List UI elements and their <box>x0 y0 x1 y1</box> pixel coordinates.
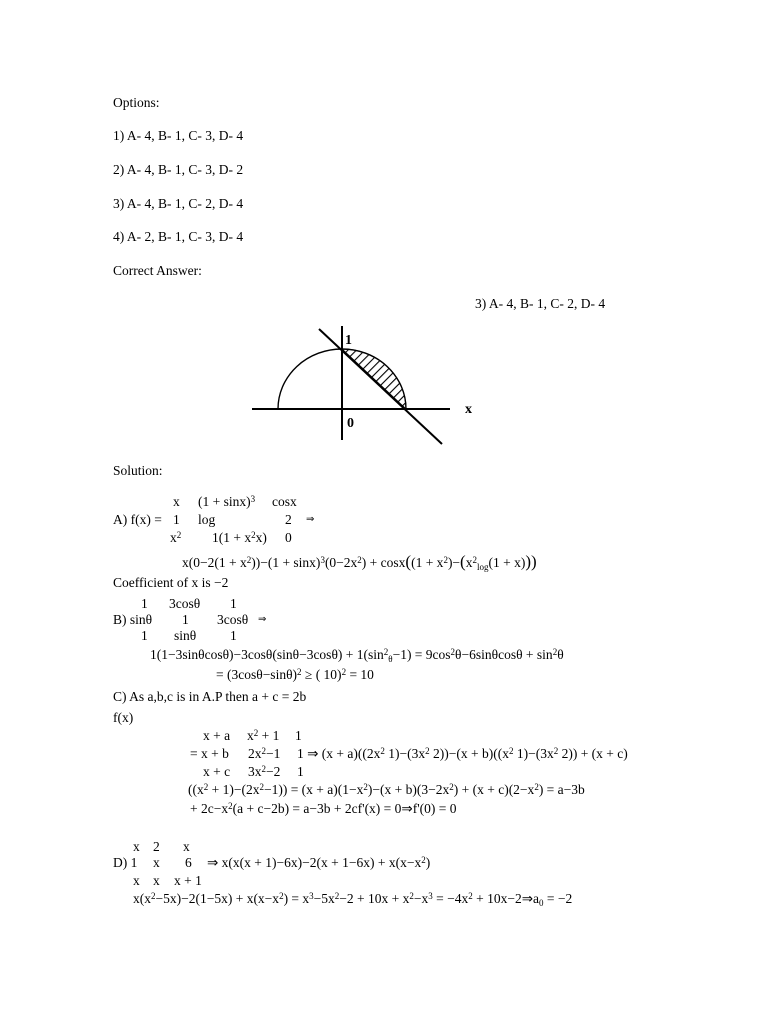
a-row1-mid: $(1 + \sin x)^3$ <box>198 494 256 509</box>
a-row1-x: x <box>173 494 180 509</box>
option-3: 3) A- 4, B- 1, C- 2, D- 4 <box>113 196 244 211</box>
a-row2-c2: log <box>198 512 216 527</box>
b-row2-c1: 1 <box>182 612 189 627</box>
a-expansion: $x(0-2(1 + x^2))-(1 + \sin x)^3(0-2x^2) + \cos x((1 + x^2)-(x^2_{log}(1 + x)))$ <box>182 552 537 572</box>
correct-answer: 3) A- 4, B- 1, C- 2, D- 4 <box>475 296 606 311</box>
c-row1-b: $x^2 + 1$ <box>247 728 280 743</box>
option-2: 2) A- 4, B- 1, C- 3, D- 2 <box>113 162 244 177</box>
b-row2-mark: ⇒ <box>258 614 267 625</box>
c-row1-c: 1 <box>295 728 302 743</box>
d-row2-expansion: ⇒ $x(x(x + 1)-6x)-2(x + 1-6x) + x(x-x^2)$ <box>207 855 431 870</box>
d-row1-c1: x <box>133 839 140 854</box>
option-1: 1) A- 4, B- 1, C- 3, D- 4 <box>113 128 244 143</box>
label-one: 1 <box>345 333 352 348</box>
a-label: A) f(x) = <box>113 512 162 527</box>
d-row1-c2: 2 <box>153 839 160 854</box>
c-row2-rest: 1 ⇒ $(x + a)((2x^2$ $1)-(3x^2$ $2))-(x + b)((x^2$ $1)-(3x^2$ 2)) + (x + c) <box>297 746 628 761</box>
b-line1: $1(1-3\sin\theta\cos\theta)-3\cos\theta(\sin\theta-3\cos\theta) + 1(\sin^2_\theta-1) = 9\cos^2\theta-6\sin\theta\cos\theta + \sin^2\theta$ <box>150 647 564 664</box>
a-row2-c3: 2 <box>285 512 292 527</box>
d-row3-c1: x <box>133 873 140 888</box>
b-row3-c2: sinθ <box>174 628 197 643</box>
b-row1-c1: 1 <box>141 596 148 611</box>
d-row2-c: 6 <box>185 855 192 870</box>
a-row3-c2: $1(1 + x^2x)$ <box>212 530 267 545</box>
b-row1-c2: 3cosθ <box>169 596 201 611</box>
secant-line <box>319 329 442 444</box>
area-figure <box>250 320 480 450</box>
solution-heading: Solution: <box>113 463 163 478</box>
c-line1: $((x^2 + 1)-(2x^2-1)) = (x + a)(1-x^2)-(x + b)(3-2x^2) + (x + c)(2-x^2) = a-3b$ <box>188 782 585 797</box>
c-row1-a: x + a <box>203 728 231 743</box>
a-row1-right: cosx <box>272 494 297 509</box>
c-row2-a: = x + b <box>190 746 229 761</box>
b-row3-c1: 1 <box>141 628 148 643</box>
d-row3-c2: x <box>153 873 160 888</box>
d-row2-b: x <box>153 855 160 870</box>
d-row1-c3: x <box>183 839 190 854</box>
a-row3-c3: 0 <box>285 530 292 545</box>
a-row2-mark: ⇒ <box>306 514 315 525</box>
c-intro: C) As a,b,c is in A.P then a + c = 2b <box>113 689 307 704</box>
b-row2-c2: 3cosθ <box>217 612 249 627</box>
c-line2: + $2c-x^2(a + c-2b) = a-3b + 2cf'(x)$ = 0⇒f'(0) = 0 <box>190 801 457 816</box>
b-row1-c3: 1 <box>230 596 237 611</box>
label-x: x <box>465 402 472 417</box>
option-4: 4) A- 2, B- 1, C- 3, D- 4 <box>113 229 244 244</box>
c-row3-b: $3x^2-2$ <box>248 764 281 779</box>
c-row3-a: x + c <box>203 764 231 779</box>
b-label: B) sinθ <box>113 612 153 627</box>
c-row3-c: 1 <box>297 764 304 779</box>
b-line2: = $(3\cos\theta-\sin\theta)^2$ ≥ ( 10)$^2$ = 10 <box>216 667 374 682</box>
d-line: $x(x^2-5x)-2(1-5x) + x(x-x^2) = x^3-5x^2-2 + 10x + x^2-x^3 = -4x^2$ + $10x-2\Rightarrow a_0 = -2$ <box>133 891 573 908</box>
c-fx: f(x) <box>113 710 134 725</box>
a-row3-c1: $x^2$ <box>170 530 182 545</box>
d-row3-c3: x + 1 <box>174 873 202 888</box>
c-row2-b: $2x^2-1$ <box>248 746 281 761</box>
b-row3-c3: 1 <box>230 628 237 643</box>
a-coefficient: Coefficient of x is −2 <box>113 575 229 590</box>
d-label: D) 1 <box>113 855 138 870</box>
label-zero: 0 <box>347 416 354 431</box>
correct-answer-heading: Correct Answer: <box>113 263 202 278</box>
options-heading: Options: <box>113 95 160 110</box>
a-row2-c1: 1 <box>173 512 180 527</box>
